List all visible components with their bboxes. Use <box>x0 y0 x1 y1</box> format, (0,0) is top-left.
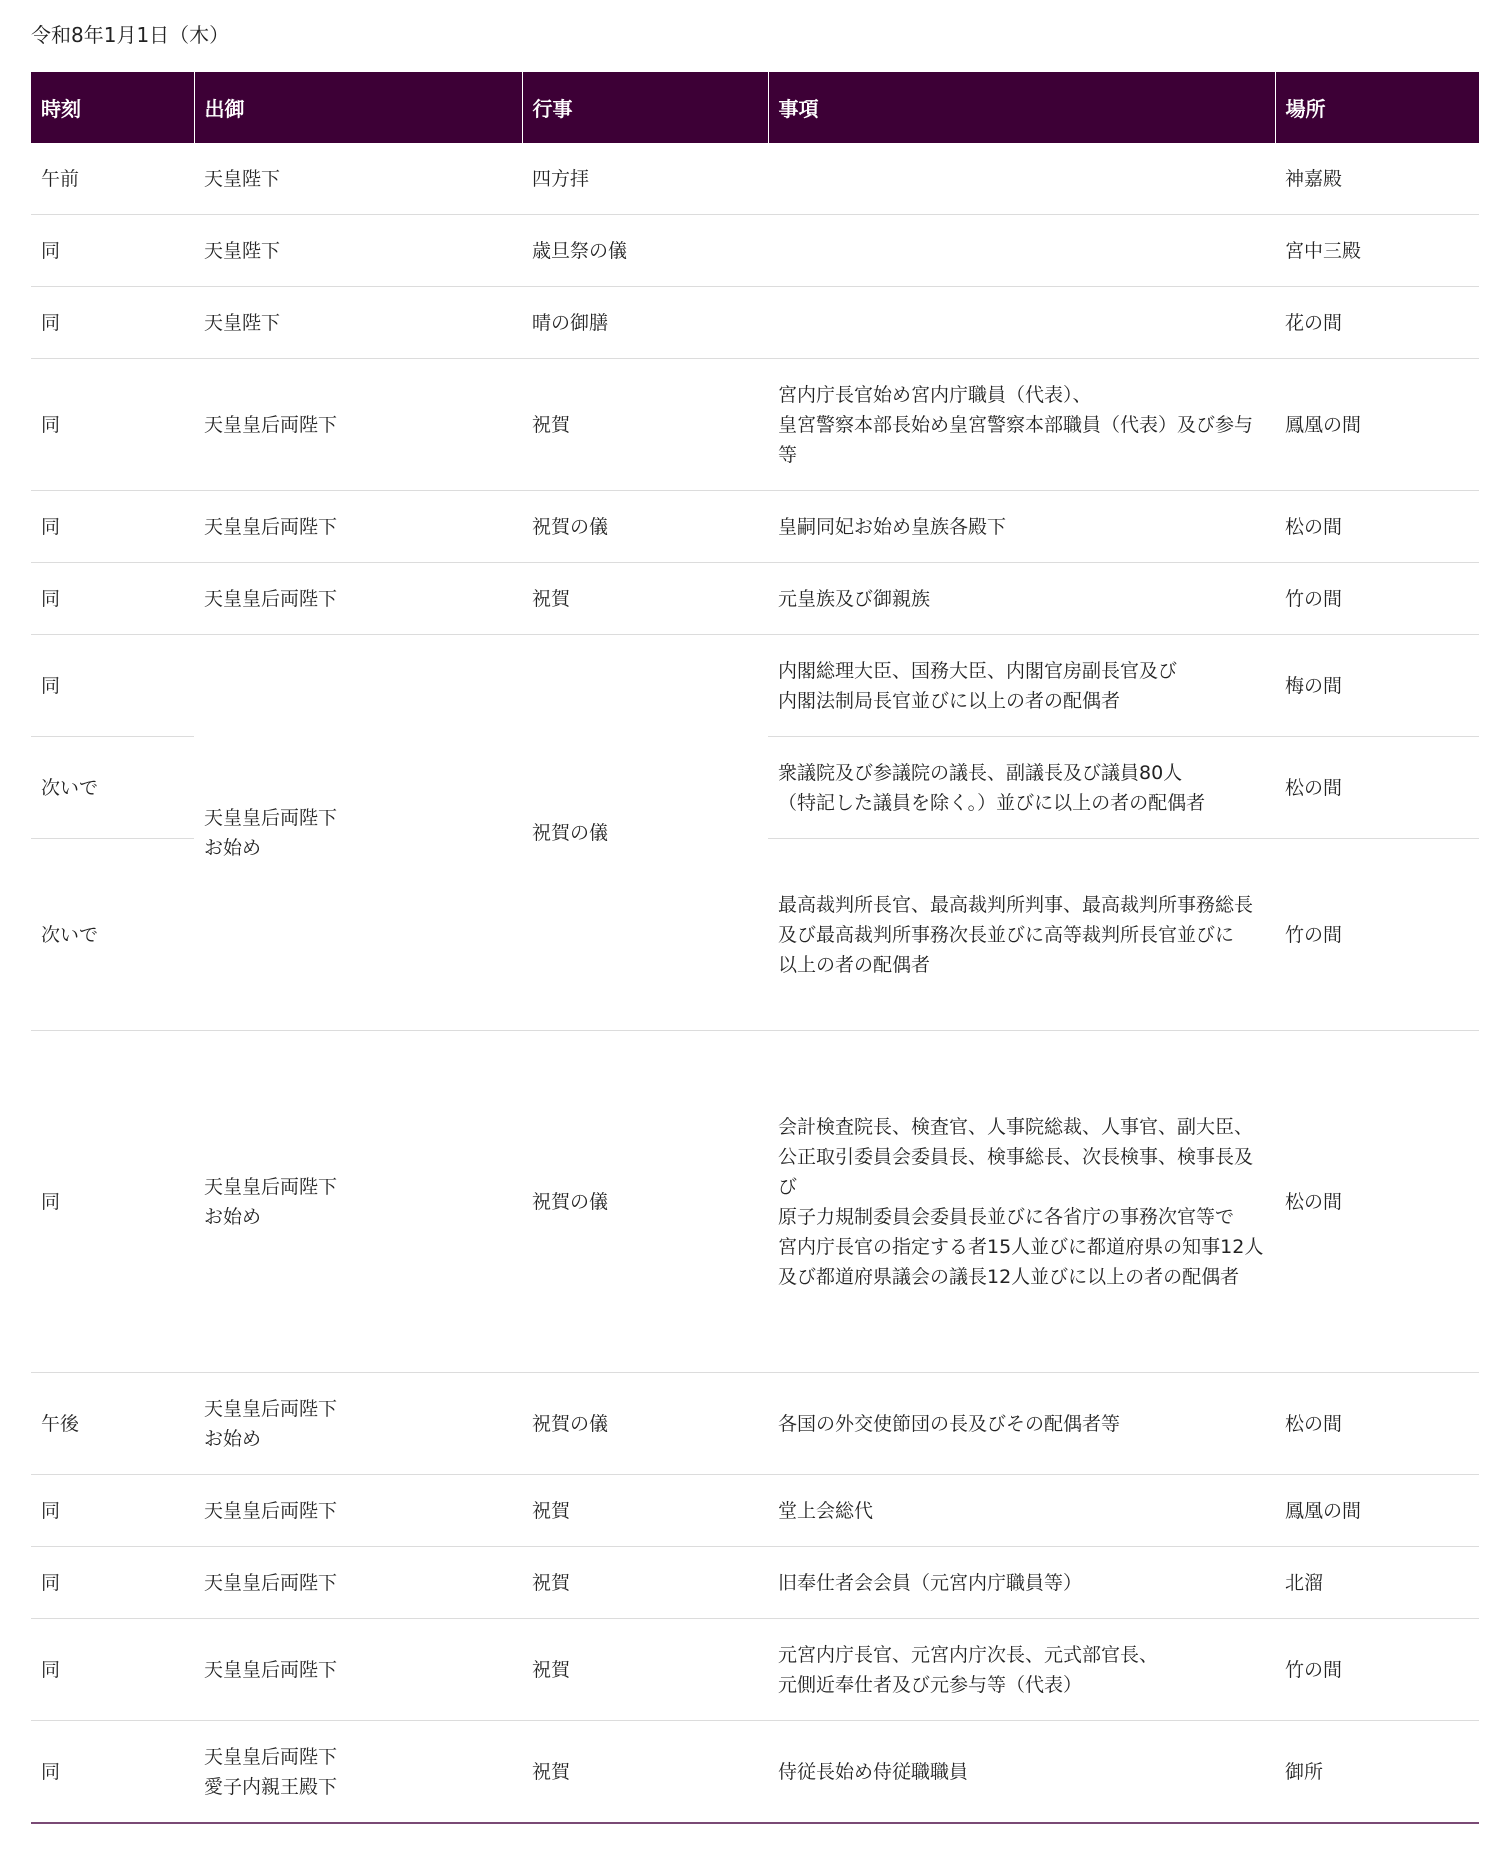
cell-event: 祝賀の儀 <box>522 635 768 1031</box>
cell-event: 歳旦祭の儀 <box>522 215 768 287</box>
cell-place: 松の間 <box>1275 737 1479 839</box>
cell-details: 侍従長始め侍従職職員 <box>768 1721 1275 1824</box>
cell-time: 同 <box>31 1721 194 1824</box>
table-row <box>31 1721 1479 1824</box>
cell-place: 鳳凰の間 <box>1275 359 1479 491</box>
cell-place: 松の間 <box>1275 1373 1479 1475</box>
cell-details: 皇嗣同妃お始め皇族各殿下 <box>768 491 1275 563</box>
header-attendee: 出御 <box>194 72 522 143</box>
cell-attendee: 天皇皇后両陛下 <box>194 1547 522 1619</box>
header-event: 行事 <box>522 72 768 143</box>
cell-time: 同 <box>31 1031 194 1373</box>
cell-place: 竹の間 <box>1275 1619 1479 1721</box>
cell-event: 祝賀 <box>522 1721 768 1824</box>
cell-event: 祝賀 <box>522 1547 768 1619</box>
cell-event: 四方拝 <box>522 143 768 215</box>
cell-attendee: 天皇皇后両陛下 <box>194 563 522 635</box>
cell-place: 北溜 <box>1275 1547 1479 1619</box>
cell-attendee: 天皇皇后両陛下 <box>194 1475 522 1547</box>
cell-place: 御所 <box>1275 1721 1479 1824</box>
date-heading: 令和8年1月1日（木） <box>31 23 230 47</box>
cell-details: 旧奉仕者会会員（元宮内庁職員等） <box>768 1547 1275 1619</box>
cell-place: 竹の間 <box>1275 563 1479 635</box>
cell-attendee: 天皇皇后両陛下 お始め <box>194 635 522 1031</box>
cell-place: 花の間 <box>1275 287 1479 359</box>
cell-time: 同 <box>31 359 194 491</box>
table-row <box>31 1475 1479 1547</box>
cell-time: 午前 <box>31 143 194 215</box>
cell-event: 晴の御膳 <box>522 287 768 359</box>
table-row <box>31 563 1479 635</box>
table-row <box>31 143 1479 215</box>
cell-time: 同 <box>31 1547 194 1619</box>
cell-place: 松の間 <box>1275 1031 1479 1373</box>
cell-time: 同 <box>31 1619 194 1721</box>
table-row <box>31 635 1479 737</box>
cell-place: 神嘉殿 <box>1275 143 1479 215</box>
cell-time: 午後 <box>31 1373 194 1475</box>
cell-place: 竹の間 <box>1275 839 1479 1031</box>
cell-event: 祝賀 <box>522 1619 768 1721</box>
cell-event: 祝賀 <box>522 1475 768 1547</box>
schedule-table <box>31 72 1479 1824</box>
cell-details: 元宮内庁長官、元宮内庁次長、元式部官長、 元側近奉仕者及び元参与等（代表） <box>768 1619 1275 1721</box>
table-row <box>31 1547 1479 1619</box>
table-row <box>31 491 1479 563</box>
cell-attendee: 天皇皇后両陛下 お始め <box>194 1373 522 1475</box>
cell-event: 祝賀の儀 <box>522 1373 768 1475</box>
cell-attendee: 天皇皇后両陛下 <box>194 359 522 491</box>
cell-place: 鳳凰の間 <box>1275 1475 1479 1547</box>
cell-place: 宮中三殿 <box>1275 215 1479 287</box>
cell-event: 祝賀の儀 <box>522 491 768 563</box>
table-row <box>31 1373 1479 1475</box>
cell-time: 同 <box>31 215 194 287</box>
table-row <box>31 287 1479 359</box>
cell-details: 元皇族及び御親族 <box>768 563 1275 635</box>
cell-time: 次いで <box>31 737 194 839</box>
cell-attendee: 天皇皇后両陛下 <box>194 1619 522 1721</box>
cell-time: 同 <box>31 491 194 563</box>
cell-attendee: 天皇皇后両陛下 愛子内親王殿下 <box>194 1721 522 1824</box>
cell-attendee: 天皇陛下 <box>194 287 522 359</box>
cell-time: 同 <box>31 563 194 635</box>
header-place: 場所 <box>1275 72 1479 143</box>
cell-event: 祝賀 <box>522 563 768 635</box>
cell-place: 松の間 <box>1275 491 1479 563</box>
table-row <box>31 1031 1479 1373</box>
cell-attendee: 天皇陛下 <box>194 143 522 215</box>
cell-time: 同 <box>31 635 194 737</box>
cell-attendee: 天皇皇后両陛下 お始め <box>194 1031 522 1373</box>
cell-details: 宮内庁長官始め宮内庁職員（代表）、 皇宮警察本部長始め皇宮警察本部職員（代表）及び参与等 <box>768 359 1275 491</box>
cell-details <box>768 287 1275 359</box>
cell-event: 祝賀の儀 <box>522 1031 768 1373</box>
table-row <box>31 215 1479 287</box>
cell-details <box>768 215 1275 287</box>
header-time: 時刻 <box>31 72 194 143</box>
cell-details: 内閣総理大臣、国務大臣、内閣官房副長官及び 内閣法制局長官並びに以上の者の配偶者 <box>768 635 1275 737</box>
table-row <box>31 1619 1479 1721</box>
cell-place: 梅の間 <box>1275 635 1479 737</box>
table-header-row <box>31 72 1479 143</box>
cell-event: 祝賀 <box>522 359 768 491</box>
cell-time: 同 <box>31 1475 194 1547</box>
cell-details: 各国の外交使節団の長及びその配偶者等 <box>768 1373 1275 1475</box>
table-row <box>31 359 1479 491</box>
cell-attendee: 天皇皇后両陛下 <box>194 491 522 563</box>
cell-details: 衆議院及び参議院の議長、副議長及び議員80人 （特記した議員を除く。）並びに以上の者の配偶者 <box>768 737 1275 839</box>
cell-details: 堂上会総代 <box>768 1475 1275 1547</box>
cell-time: 次いで <box>31 839 194 1031</box>
cell-details <box>768 143 1275 215</box>
cell-time: 同 <box>31 287 194 359</box>
header-details: 事項 <box>768 72 1275 143</box>
cell-details: 会計検査院長、検査官、人事院総裁、人事官、副大臣、 公正取引委員会委員長、検事総長、次長検事、検事長及び 原子力規制委員会委員長並びに各省庁の事務次官等で 宮内庁長官の指定する者15人並びに都道府県の知事12人 及び都道府県議会の議長12人並びに以上の者の配偶者 <box>768 1031 1275 1373</box>
cell-attendee: 天皇陛下 <box>194 215 522 287</box>
cell-details: 最高裁判所長官、最高裁判所判事、最高裁判所事務総長 及び最高裁判所事務次長並びに高等裁判所長官並びに 以上の者の配偶者 <box>768 839 1275 1031</box>
